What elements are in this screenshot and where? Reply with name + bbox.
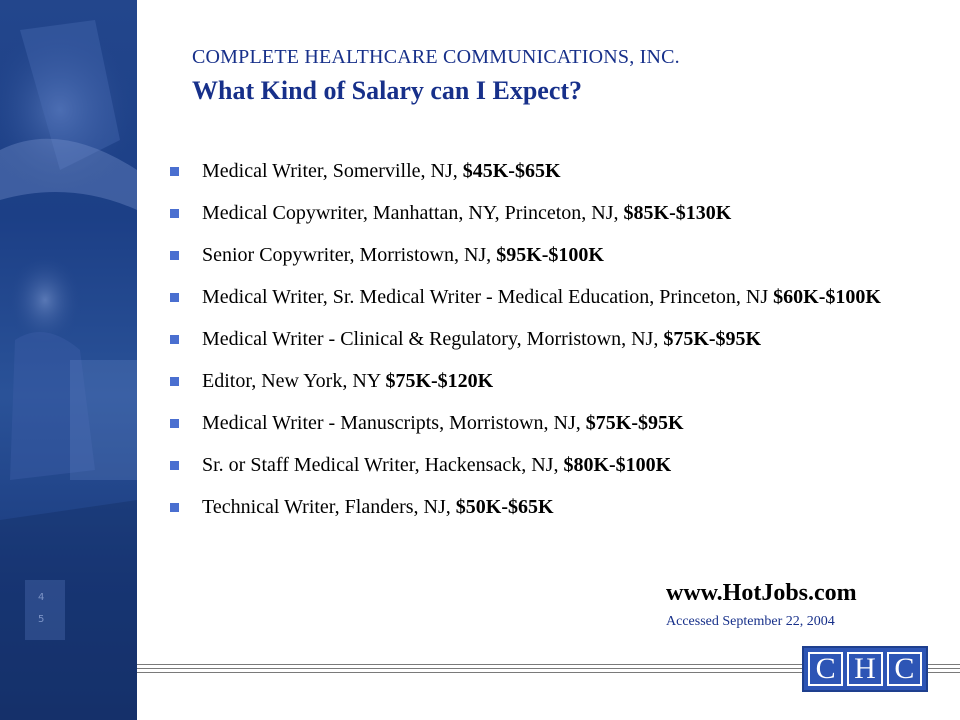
bullet-icon	[170, 335, 179, 344]
company-name: COMPLETE HEALTHCARE COMMUNICATIONS, INC.	[192, 46, 680, 68]
logo-letter: H	[847, 652, 882, 686]
job-description: Medical Copywriter, Manhattan, NY, Princeton, NJ,	[202, 202, 624, 224]
source-link[interactable]: www.HotJobs.com	[666, 580, 857, 606]
svg-text:5: 5	[38, 614, 45, 625]
logo-letter: C	[808, 652, 843, 686]
job-description: Editor, New York, NY	[202, 370, 386, 392]
list-item	[170, 202, 930, 224]
bullet-icon	[170, 251, 179, 260]
list-item	[170, 244, 930, 266]
job-description: Medical Writer, Somerville, NJ,	[202, 160, 463, 182]
list-item	[170, 496, 582, 518]
job-description: Medical Writer - Clinical & Regulatory, Morristown, NJ,	[202, 328, 664, 350]
bullet-icon	[170, 503, 179, 512]
page-title: What Kind of Salary can I Expect?	[192, 76, 583, 105]
salary-range: $85K-$130K	[623, 202, 732, 224]
lab-photo-graphic	[0, 0, 137, 720]
bullet-icon	[170, 167, 179, 176]
bullet-icon	[170, 377, 179, 386]
bullet-icon	[170, 209, 179, 218]
accessed-date: Accessed September 22, 2004	[666, 614, 835, 629]
list-item	[170, 370, 930, 392]
svg-text:4: 4	[38, 592, 45, 603]
list-item	[170, 454, 930, 476]
list-item	[170, 328, 930, 350]
salary-range: $75K-$95K	[663, 328, 762, 350]
list-item	[170, 412, 930, 434]
side-image-strip	[0, 0, 137, 720]
job-description: Technical Writer, Flanders, NJ,	[202, 496, 456, 518]
list-item	[170, 160, 930, 182]
salary-range: $45K-$65K	[462, 160, 561, 182]
salary-range: $60K-$100K	[773, 286, 881, 308]
salary-range: $95K-$100K	[496, 244, 604, 266]
job-description: Senior Copywriter, Morristown, NJ,	[202, 244, 497, 266]
chc-logo	[802, 646, 928, 692]
salary-range: $75K-$120K	[385, 370, 494, 392]
list-item	[170, 282, 930, 312]
logo-letter: C	[887, 652, 922, 686]
salary-list	[170, 160, 930, 538]
job-description: Medical Writer - Manuscripts, Morristown, NJ,	[202, 412, 586, 434]
bullet-icon	[170, 461, 179, 470]
salary-range: $75K-$95K	[585, 412, 684, 434]
salary-range: $80K-$100K	[563, 454, 672, 476]
bullet-icon	[170, 293, 179, 302]
job-description: Sr. or Staff Medical Writer, Hackensack, NJ,	[202, 454, 564, 476]
salary-range: $50K-$65K	[455, 496, 554, 518]
bullet-icon	[170, 419, 179, 428]
job-description: Medical Writer, Sr. Medical Writer - Medical Education, Princeton, NJ	[202, 286, 774, 308]
